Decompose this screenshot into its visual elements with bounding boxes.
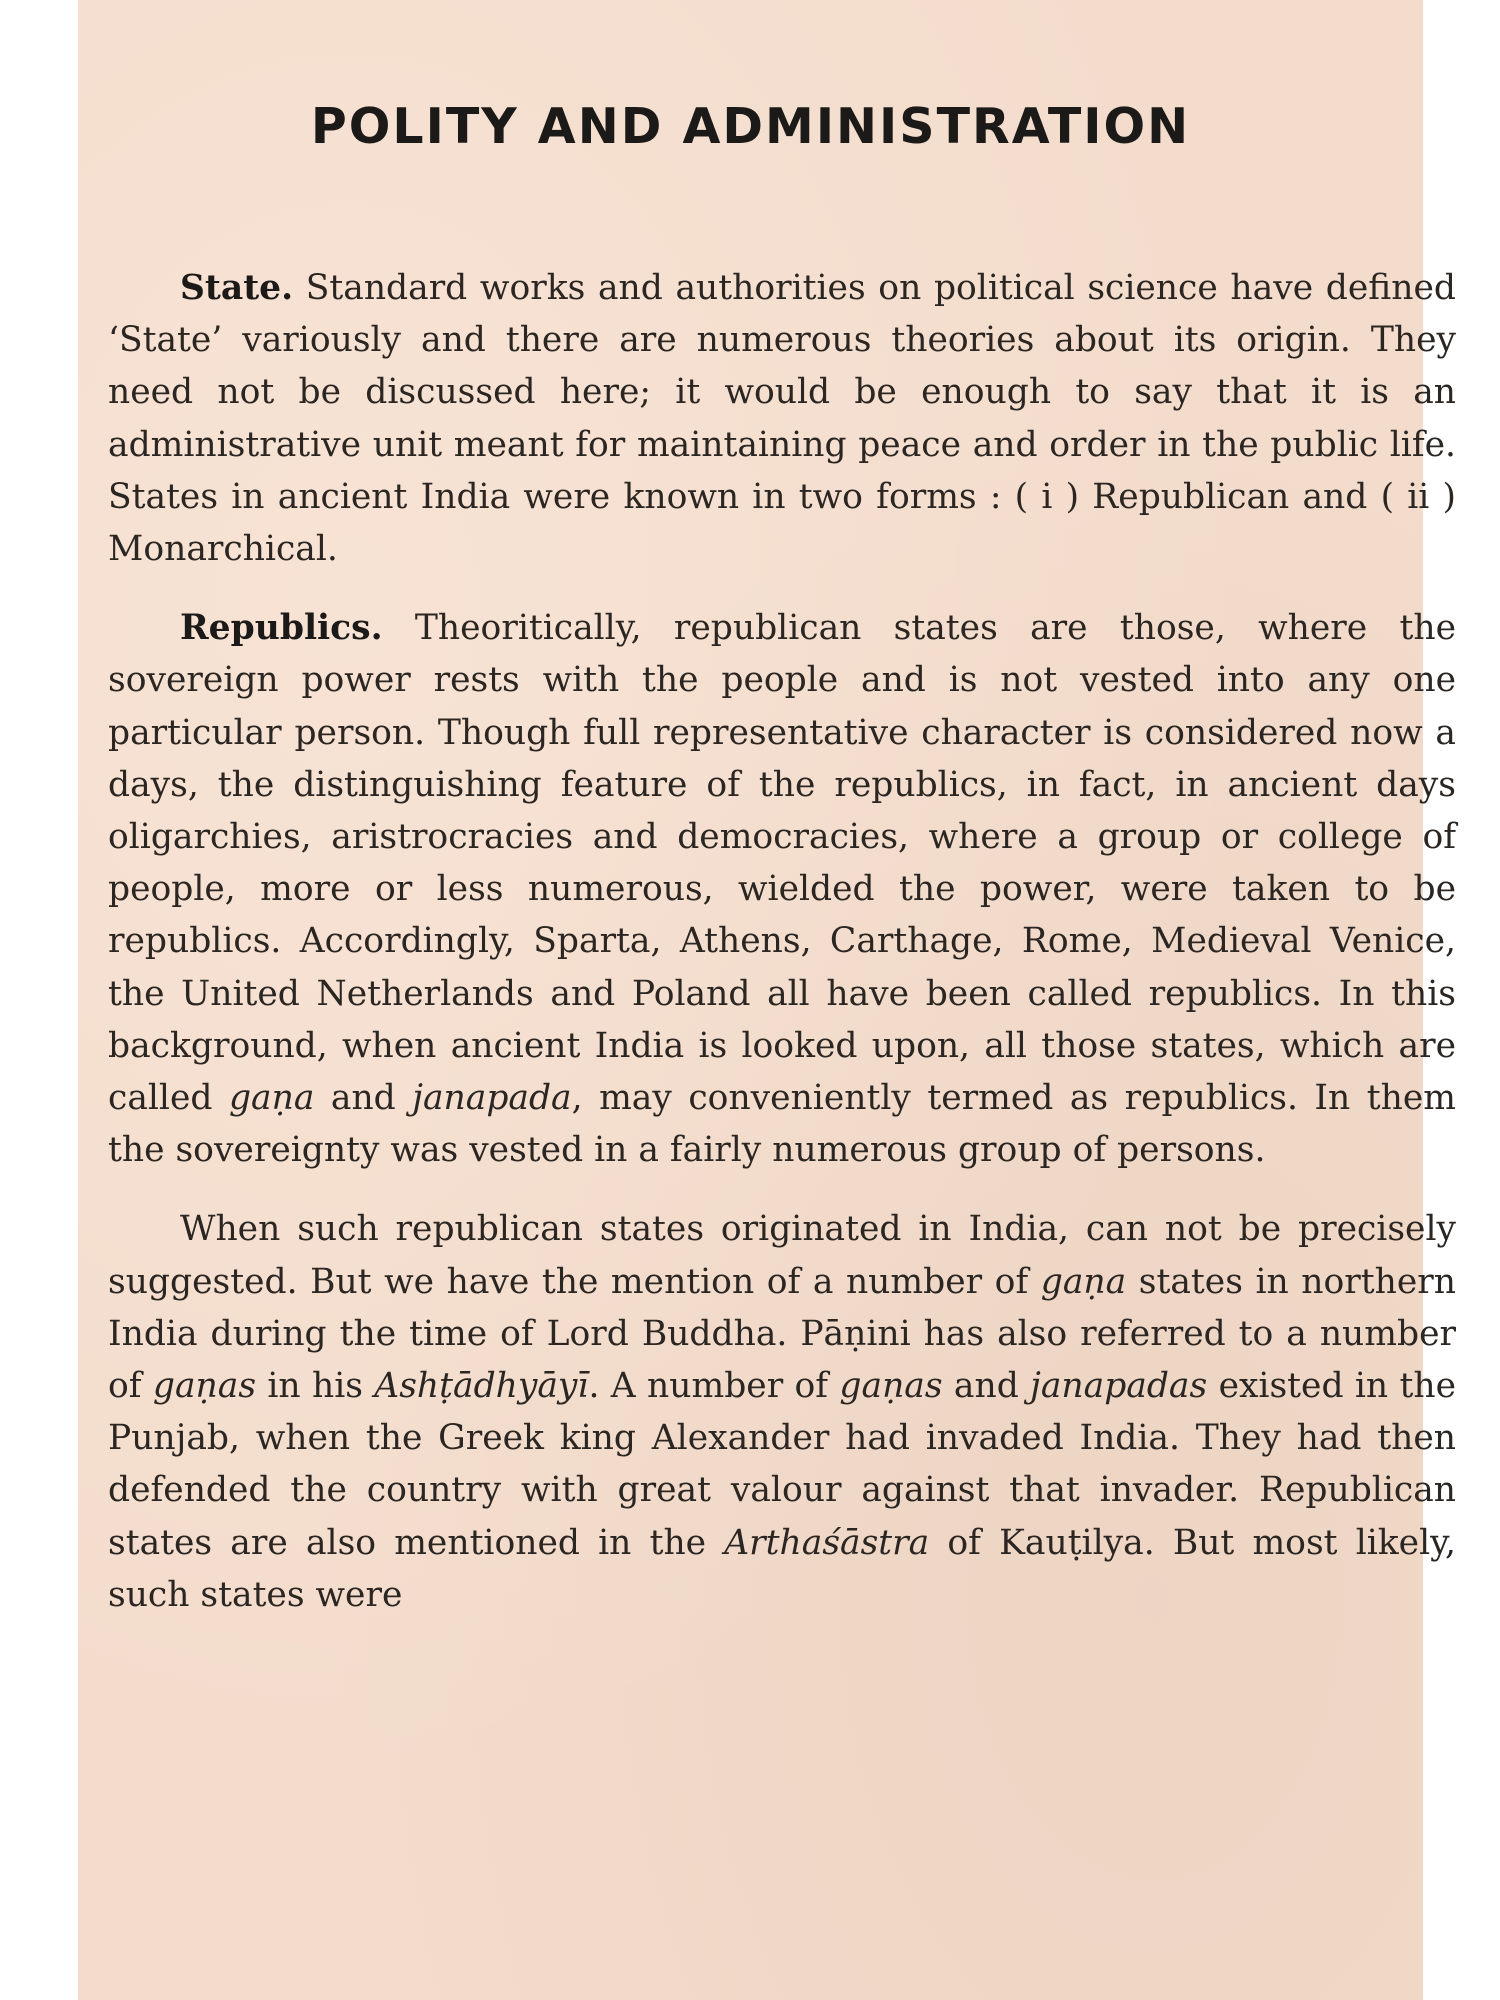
paragraph-lead: Republics. — [180, 608, 383, 649]
paragraph-origin — [108, 1203, 1456, 1621]
italic-term: gaṇas — [152, 1366, 257, 1407]
italic-term: gaṇa — [1040, 1261, 1127, 1302]
body-text — [108, 262, 1456, 1648]
italic-term: janapadas — [1030, 1366, 1208, 1407]
italic-term: gaṇa — [228, 1078, 315, 1119]
text-segment: existed in the Punjab, when the Greek king Alexander had invaded India. They had then defended the country with great valour against that invader. Republican states are also mentioned in the — [108, 1366, 1456, 1563]
text-segment: When such republican states originated in India, can not be precisely suggested. But we have the mention of a number of — [108, 1209, 1456, 1302]
italic-term: Ashṭādhyāyī — [374, 1366, 589, 1407]
italic-term: janapada — [412, 1078, 572, 1119]
text-segment: Theoritically, republican states are those, where the sovereign power rests with the people and is not vested into any one particular person. Though full representative character is considered now a days, the distinguishing feature of the republics, in fact, in ancient days oligarchies, aristrocracies and democracies, where a group or college of people, more or less numerous, wielded the power, were taken to be republics. Accordingly, Sparta, Athens, Carthage, Rome, Medieval Venice, the United Netherlands and Poland all have been called republics. In this background, when ancient India is looked upon, all those states, which are called — [108, 608, 1456, 1119]
italic-term: gaṇas — [839, 1366, 943, 1407]
text-segment: of Kauṭilya. But most likely, such states were — [108, 1522, 1456, 1615]
paragraph-state — [108, 262, 1456, 575]
page-title: POLITY AND ADMINISTRATION — [310, 98, 1191, 155]
text-segment: and — [942, 1366, 1031, 1407]
text-segment: and — [314, 1078, 413, 1119]
paragraph-republics — [108, 602, 1456, 1176]
text-segment: in his — [256, 1366, 375, 1407]
text-segment: states in northern India during the time of Lord Buddha. Pāṇini has also referred to a number of — [108, 1261, 1456, 1407]
paragraph-lead: State. — [180, 268, 294, 308]
italic-term: Arthaśāstra — [724, 1522, 930, 1563]
text-segment: . A number of — [588, 1366, 840, 1407]
book-page — [78, 0, 1456, 2000]
text-segment: Standard works and authorities on political science have defined ‘State’ variously and there are numerous theories about its origin. They need not be discussed here; it would be enough to say that it is an administrative unit meant for maintaining peace and order in the public life. States in ancient India were known in two forms : ( i ) Republican and ( ii ) Monarchical. — [108, 268, 1456, 570]
text-segment: , may conveniently termed as republics. In them the sovereignty was vested in a fairly numerous group of persons. — [108, 1078, 1456, 1171]
